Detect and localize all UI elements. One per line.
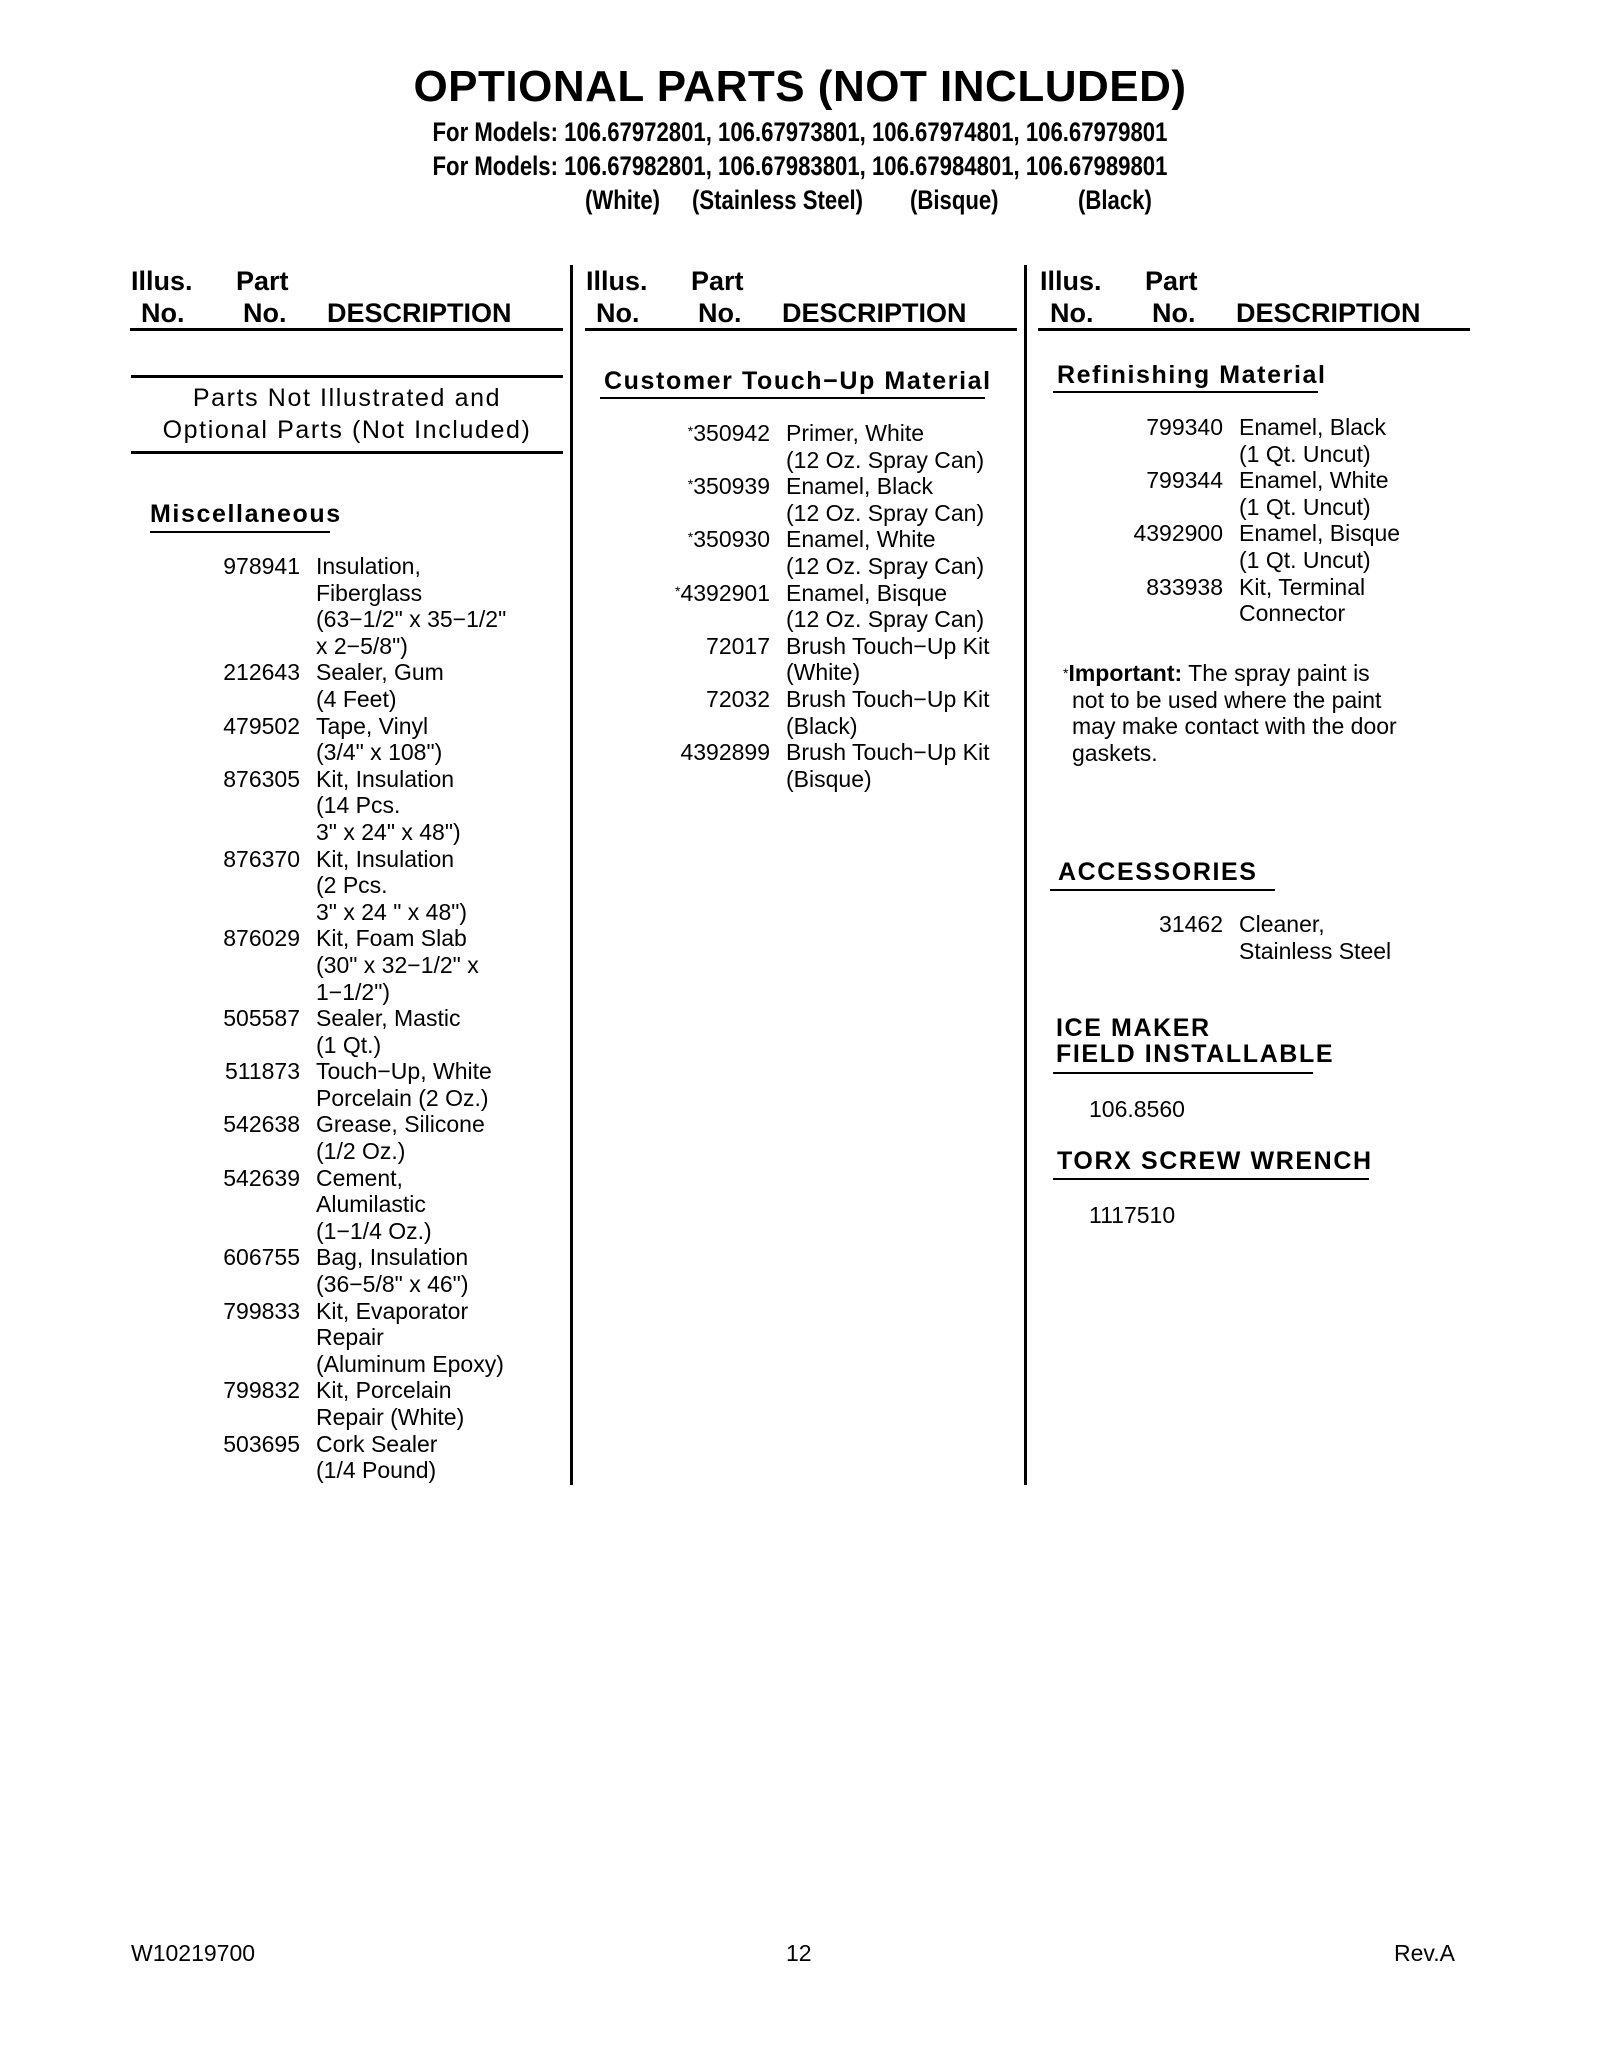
description-line: (12 Oz. Spray Can) (786, 606, 985, 633)
description-line: Enamel, Black (1239, 414, 1387, 440)
description-line: Tape, Vinyl (316, 712, 429, 739)
part-description (1239, 467, 1389, 520)
part-description (786, 526, 984, 579)
section-underline (1053, 391, 1318, 393)
section-underline (1053, 1178, 1369, 1180)
part-description (316, 1431, 437, 1484)
header-part-no: No. (243, 298, 287, 328)
header-illus-no: No. (596, 298, 640, 328)
description-line: (12 Oz. Spray Can) (786, 552, 985, 579)
part-description (316, 713, 442, 766)
part-number-value: 212643 (223, 659, 300, 686)
part-description (316, 553, 506, 659)
description-line: Bag, Insulation (316, 1244, 469, 1271)
description-line: Grease, Silicone (316, 1111, 485, 1138)
revision: Rev.A (1394, 1940, 1455, 1966)
part-number-value: 876370 (223, 845, 300, 872)
part-row (200, 713, 506, 766)
header-rule-2 (585, 328, 1017, 331)
part-description (1239, 414, 1386, 467)
part-row (200, 1298, 506, 1378)
part-number-value: 4392900 (1133, 520, 1223, 547)
part-number (650, 580, 770, 633)
description-line: (1 Qt. Uncut) (1239, 440, 1371, 467)
description-line: Kit, Foam Slab (316, 925, 467, 952)
description-line: (12 Oz. Spray Can) (786, 446, 985, 473)
accessories-parts-list (1153, 911, 1391, 964)
description-line: (Bisque) (786, 765, 872, 792)
boxed-line-2: Optional Parts (Not Included) (162, 416, 532, 444)
description-line: Sealer, Mastic (316, 1005, 461, 1032)
header-part: Part (691, 266, 744, 296)
color-white: (White) (585, 185, 661, 215)
description-line: (3/4" x 108") (316, 739, 443, 766)
part-number-value: 799832 (223, 1377, 300, 1404)
description-line: (Aluminum Epoxy) (316, 1350, 504, 1377)
parts-not-illustrated-heading (131, 382, 563, 446)
description-line: Kit, Terminal (1239, 573, 1366, 600)
part-description (316, 1005, 460, 1058)
part-number (650, 420, 770, 473)
ice-maker-part-number: 106.8560 (1089, 1096, 1185, 1122)
part-description (786, 739, 990, 792)
part-row (200, 1058, 506, 1111)
part-description (316, 1165, 432, 1245)
description-line: Stainless Steel (1239, 937, 1392, 964)
part-number (200, 1058, 300, 1111)
description-line: Sealer, Gum (316, 659, 444, 686)
part-number-value: 4392901 (680, 579, 770, 606)
part-number (650, 526, 770, 579)
part-number (1120, 467, 1223, 520)
description-line: Enamel, Bisque (1239, 520, 1401, 547)
part-description (786, 580, 984, 633)
description-line: Primer, White (786, 420, 925, 446)
section-underline (1050, 889, 1275, 891)
part-row (650, 580, 990, 633)
color-bisque: (Bisque) (910, 185, 999, 215)
part-row (200, 1005, 506, 1058)
description-line: Alumilastic (316, 1191, 426, 1218)
header-illus-no: No. (1050, 298, 1094, 328)
description-line: (12 Oz. Spray Can) (786, 499, 985, 526)
color-black: (Black) (1078, 185, 1152, 215)
column-divider-1 (570, 265, 573, 1485)
column-divider-2 (1024, 265, 1027, 1485)
ice-maker-title-1: ICE MAKER (1056, 1014, 1211, 1042)
section-underline (150, 531, 330, 533)
description-line: Repair (316, 1324, 384, 1351)
description-line: (1 Qt.) (316, 1031, 382, 1058)
description-line: Brush Touch−Up Kit (786, 739, 990, 766)
description-line: Enamel, White (786, 526, 936, 553)
header-part-no: No. (1152, 298, 1196, 328)
touch-up-parts-list (650, 420, 990, 792)
part-description (316, 766, 461, 846)
page-title: OPTIONAL PARTS (NOT INCLUDED) (413, 62, 1187, 111)
description-line: Repair (White) (316, 1404, 465, 1430)
part-number (200, 1005, 300, 1058)
part-number: 31462 (1159, 911, 1223, 937)
part-number (1120, 414, 1223, 467)
part-row (1120, 467, 1400, 520)
part-row (650, 526, 990, 579)
refinishing-parts-list (1120, 414, 1400, 627)
part-number (650, 473, 770, 526)
part-number-value: 350939 (693, 473, 770, 500)
part-row (650, 686, 990, 739)
part-number (200, 553, 300, 659)
part-description (316, 1111, 485, 1164)
header-description: DESCRIPTION (327, 298, 512, 328)
header-illus: Illus. (131, 266, 193, 296)
part-number (200, 846, 300, 926)
models-line-1: For Models: 106.67972801, 106.67973801, 106.67974801, 106.67979801 (432, 117, 1168, 147)
description-line: Cleaner, (1239, 911, 1325, 937)
color-variants (0, 185, 1600, 219)
header-part-no: No. (698, 298, 742, 328)
part-number-value: 72017 (706, 632, 770, 659)
part-description (316, 925, 479, 1005)
boxed-rule-bottom (131, 451, 563, 454)
part-number (650, 739, 770, 792)
header-part: Part (1145, 266, 1198, 296)
header-part: Part (236, 266, 289, 296)
header-rule-1 (130, 328, 563, 331)
section-touch-up-material: Customer Touch−Up Material (604, 367, 992, 395)
part-number (200, 1298, 300, 1378)
part-number-value: 4392899 (680, 739, 770, 766)
description-line: (63−1/2" x 35−1/2" (316, 606, 507, 633)
header-illus: Illus. (1040, 266, 1102, 296)
part-number (200, 659, 300, 712)
part-row (1120, 414, 1400, 467)
part-description (316, 659, 444, 712)
part-number-value: 876305 (223, 765, 300, 792)
part-description (786, 633, 990, 686)
section-miscellaneous: Miscellaneous (150, 500, 342, 528)
part-description (316, 1244, 469, 1297)
description-line: (4 Feet) (316, 685, 397, 712)
part-row (1120, 520, 1400, 573)
part-row (200, 1377, 506, 1430)
part-description (786, 686, 990, 739)
part-number-value: 479502 (223, 712, 300, 739)
part-row (200, 1111, 506, 1164)
description-line: (1/2 Oz.) (316, 1138, 406, 1165)
header-description: DESCRIPTION (1236, 298, 1421, 328)
part-number-value: 542638 (223, 1111, 300, 1138)
important-label: Important: (1068, 660, 1183, 686)
part-row (1153, 911, 1391, 964)
part-row (200, 553, 506, 659)
part-number (1120, 520, 1223, 573)
description-line: (36−5/8" x 46") (316, 1271, 469, 1298)
part-number-value: 72032 (706, 685, 770, 712)
part-description (786, 473, 984, 526)
part-row (200, 1431, 506, 1484)
asterisk-mark: * (675, 582, 681, 599)
part-row (650, 420, 990, 473)
part-row (650, 473, 990, 526)
page-number: 12 (786, 1940, 812, 1966)
part-number-value: 350942 (693, 420, 770, 446)
description-line: Kit, Insulation (316, 765, 455, 792)
torx-part-number: 1117510 (1089, 1202, 1176, 1228)
description-line: Kit, Insulation (316, 845, 455, 872)
part-number (650, 633, 770, 686)
part-description (316, 1058, 492, 1111)
description-line: (14 Pcs. (316, 792, 401, 819)
part-number (1120, 574, 1223, 627)
part-row (200, 659, 506, 712)
part-number-value: 833938 (1146, 573, 1223, 600)
header-illus: Illus. (586, 266, 648, 296)
description-line: (Black) (786, 712, 858, 739)
part-number (200, 1377, 300, 1430)
description-line: Brush Touch−Up Kit (786, 632, 990, 659)
part-number (200, 1165, 300, 1245)
part-description (316, 1298, 504, 1378)
description-line: (1 Qt. Uncut) (1239, 493, 1371, 520)
header-rule-3 (1038, 328, 1470, 331)
part-number-value: 511873 (224, 1058, 300, 1085)
section-underline (600, 397, 985, 399)
part-row (200, 925, 506, 1005)
description-line: (1/4 Pound) (316, 1457, 437, 1484)
section-ice-maker (1056, 1015, 1334, 1067)
part-row (200, 1165, 506, 1245)
part-number (200, 766, 300, 846)
boxed-line-1: Parts Not Illustrated and (192, 384, 502, 412)
section-accessories: ACCESSORIES (1058, 858, 1258, 886)
description-line: Kit, Evaporator (316, 1297, 469, 1324)
description-line: x 2−5/8") (316, 632, 408, 659)
asterisk-mark: * (687, 423, 694, 439)
important-text-3: may make contact with the door (1072, 713, 1397, 740)
description-line: (1 Qt. Uncut) (1239, 546, 1371, 573)
asterisk-mark: * (687, 529, 694, 546)
description-line: Enamel, Black (786, 473, 934, 500)
part-number (200, 925, 300, 1005)
description-line: (30" x 32−1/2" x (316, 951, 479, 978)
important-text-1: The spray paint is (1188, 660, 1370, 686)
part-description (1239, 911, 1391, 964)
part-number-value: 799344 (1146, 467, 1223, 494)
part-row (1120, 574, 1400, 627)
description-line: Touch−Up, White (316, 1058, 492, 1085)
part-number (200, 713, 300, 766)
miscellaneous-parts-list (200, 553, 506, 1484)
description-line: Connector (1239, 600, 1346, 627)
part-row (650, 739, 990, 792)
description-line: Enamel, White (1239, 467, 1389, 494)
ice-maker-title-2: FIELD INSTALLABLE (1056, 1040, 1335, 1068)
part-row (200, 846, 506, 926)
part-row (650, 633, 990, 686)
color-stainless: (Stainless Steel) (692, 185, 864, 215)
part-description (316, 846, 467, 926)
section-underline (1053, 1072, 1313, 1074)
part-number (200, 1244, 300, 1297)
part-number-value: 606755 (223, 1244, 300, 1271)
part-number-value: 876029 (223, 925, 300, 952)
part-description (316, 1377, 464, 1430)
description-line: Insulation, (316, 553, 421, 579)
important-note (1063, 660, 1463, 766)
description-line: Cork Sealer (316, 1430, 438, 1457)
header-illus-no: No. (141, 298, 185, 328)
part-number-value: 350930 (693, 526, 770, 553)
description-line: 3" x 24" x 48") (316, 818, 461, 845)
section-refinishing-material: Refinishing Material (1057, 361, 1327, 389)
description-line: (1−1/4 Oz.) (316, 1217, 432, 1244)
description-line: Kit, Porcelain (316, 1377, 452, 1404)
part-number-value: 799340 (1146, 414, 1223, 440)
part-description (786, 420, 984, 473)
section-torx-wrench: TORX SCREW WRENCH (1057, 1147, 1373, 1175)
part-description (1239, 574, 1365, 627)
part-number (200, 1111, 300, 1164)
document-number: W10219700 (131, 1940, 256, 1966)
description-line: Fiberglass (316, 579, 423, 606)
important-text-4: gaskets. (1072, 739, 1158, 766)
description-line: 3" x 24 " x 48") (316, 898, 468, 925)
important-text-2: not to be used where the paint (1072, 686, 1382, 713)
description-line: (2 Pcs. (316, 872, 388, 899)
description-line: 1−1/2") (316, 978, 391, 1005)
asterisk-mark: * (1063, 665, 1069, 681)
part-number-value: 503695 (223, 1430, 300, 1457)
part-number-value: 799833 (223, 1297, 300, 1324)
part-row (200, 766, 506, 846)
models-line-2: For Models: 106.67982801, 106.67983801, 106.67984801, 106.67989801 (432, 151, 1168, 181)
header-description: DESCRIPTION (782, 298, 967, 328)
description-line: (White) (786, 659, 861, 686)
part-description (1239, 520, 1400, 573)
part-number-value: 505587 (223, 1005, 300, 1032)
boxed-rule-top (131, 375, 563, 378)
part-number-value: 542639 (223, 1164, 300, 1191)
asterisk-mark: * (687, 476, 694, 493)
description-line: Cement, (316, 1164, 403, 1191)
part-number (650, 686, 770, 739)
description-line: Enamel, Bisque (786, 579, 948, 606)
description-line: Porcelain (2 Oz.) (316, 1084, 489, 1111)
description-line: Brush Touch−Up Kit (786, 685, 990, 712)
part-number-value: 978941 (223, 553, 300, 579)
part-number (200, 1431, 300, 1484)
part-row (200, 1244, 506, 1297)
